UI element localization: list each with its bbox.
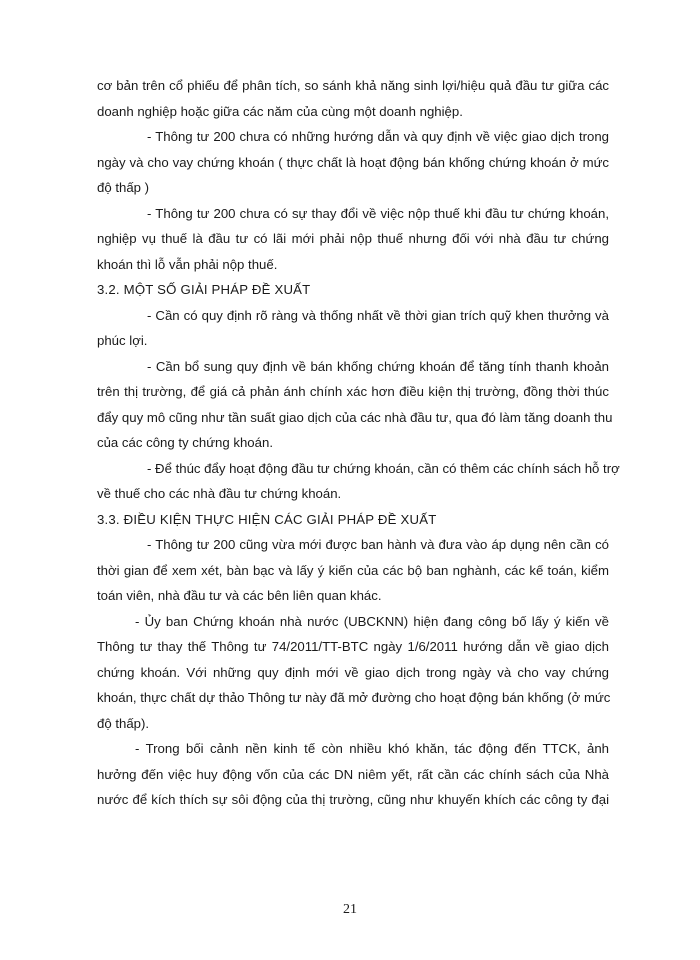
text-line: chứng khoán. Với những quy định mới về giao dịch trong ngày và cho vay chứng xyxy=(97,664,609,680)
text-line: phúc lợi. xyxy=(97,333,148,348)
text-line: độ thấp). xyxy=(97,715,150,731)
text-line: toán viên, nhà đầu tư và các bên liên quan khác. xyxy=(97,588,382,603)
text-line: Thông tư thay thế Thông tư 74/2011/TT-BTC ngày 1/6/2011 hướng dẫn về giao dịch xyxy=(97,639,609,654)
text-line: khoán thì lỗ vẫn phải nộp thuế. xyxy=(97,256,278,272)
text-line: ngày và cho vay chứng khoán ( thực chất là hoạt động bán khống chứng khoán ở mức xyxy=(97,154,609,170)
bullet-line: - Ủy ban Chứng khoán nhà nước (UBCKNN) hiện đang công bố lấy ý kiến về xyxy=(135,613,609,629)
bullet-line: - Cần bổ sung quy định về bán khống chứng khoán để tăng tính thanh khoản xyxy=(147,358,609,374)
text-line: cơ bản trên cổ phiếu để phân tích, so sánh khả năng sinh lợi/hiệu quả đầu tư giữa các xyxy=(97,78,609,93)
text-line: khoán, thực chất dự thảo Thông tư này đã mở đường cho hoạt động bán khống (ở mức xyxy=(97,690,611,705)
text-line: thời gian để xem xét, bàn bạc và lấy ý kiến của các bộ ban nghành, các kế toán, kiểm xyxy=(97,562,609,578)
bullet-line: - Thông tư 200 chưa có sự thay đổi về việc nộp thuế khi đầu tư chứng khoán, xyxy=(147,205,609,221)
section-heading: 3.3. ĐIỀU KIỆN THỰC HIỆN CÁC GIẢI PHÁP ĐỀ XUẤT xyxy=(97,511,437,527)
bullet-line: - Thông tư 200 cũng vừa mới được ban hành và đưa vào áp dụng nên cần có xyxy=(147,537,609,552)
text-line: hưởng đến việc huy động vốn của các DN niêm yết, rất cần các chính sách của Nhà xyxy=(97,766,609,782)
page-number: 21 xyxy=(343,902,357,917)
bullet-line: - Cần có quy định rõ ràng và thống nhất về thời gian trích quỹ khen thưởng và xyxy=(147,307,609,323)
section-heading: 3.2. MỘT SỐ GIẢI PHÁP ĐỀ XUẤT xyxy=(97,282,311,297)
text-line: trên thị trường, để giá cả phản ánh chính xác hơn điều kiện thị trường, đồng thời thúc xyxy=(97,384,609,399)
text-line: đẩy quy mô cũng như tần suất giao dịch của các nhà đầu tư, qua đó làm tăng doanh thu xyxy=(97,409,613,425)
bullet-line: - Thông tư 200 chưa có những hướng dẫn và quy định về việc giao dịch trong xyxy=(147,129,609,144)
text-line: của các công ty chứng khoán. xyxy=(97,435,273,450)
text-line: doanh nghiệp hoặc giữa các năm của cùng một doanh nghiệp. xyxy=(97,103,463,119)
bullet-line: - Để thúc đẩy hoạt động đầu tư chứng khoán, cần có thêm các chính sách hỗ trợ xyxy=(147,460,620,476)
bullet-line: - Trong bối cảnh nền kinh tế còn nhiều khó khăn, tác động đến TTCK, ảnh xyxy=(135,741,609,756)
text-line: nghiệp vụ thuế là đầu tư có lãi mới phải nộp thuế nhưng đối với nhà đầu tư chứng xyxy=(97,231,609,246)
text-line: về thuế cho các nhà đầu tư chứng khoán. xyxy=(97,486,342,501)
document-page xyxy=(97,73,620,813)
text-line: độ thấp ) xyxy=(97,180,150,195)
text-line: nước để kích thích sự sôi động của thị trường, cũng như khuyến khích các công ty đại xyxy=(97,792,609,807)
